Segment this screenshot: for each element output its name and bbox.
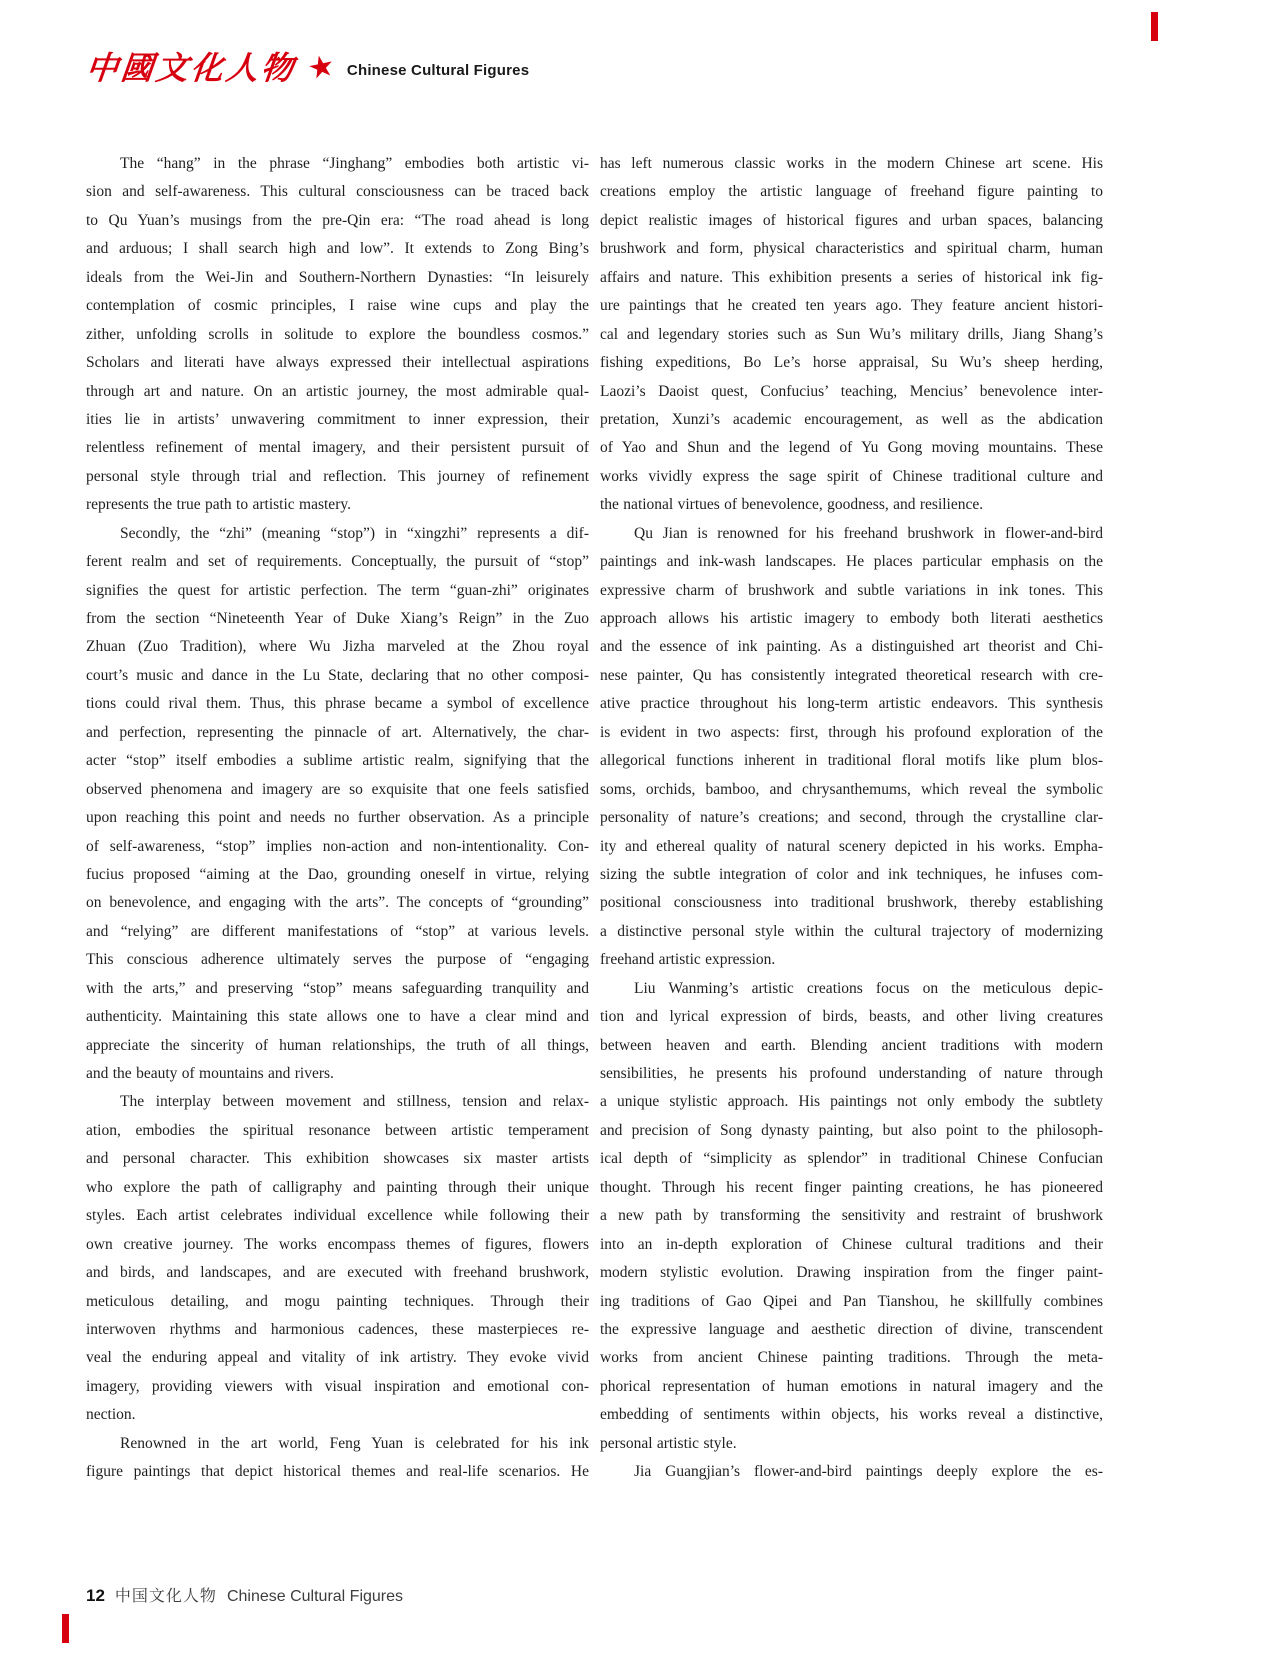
text-line: and precision of Song dynasty painting, but also point to the philosoph- [600,1121,1103,1139]
text-line: sion and self-awareness. This cultural consciousness can be traced back [86,183,589,201]
text-line: nese painter, Qu has consistently integrated theoretical research with cre- [600,666,1103,684]
text-line: sizing the subtle integration of color and ink techniques, he infuses com- [600,865,1103,883]
logo-english-title: Chinese Cultural Figures [346,61,530,79]
text-line: and birds, and landscapes, and are executed with freehand brushwork, [86,1264,589,1282]
paragraph [600,150,1103,520]
text-line: creations employ the artistic language of freehand figure painting to [600,183,1103,201]
text-line: ative practice throughout his long-term artistic endeavors. This synthesis [600,695,1103,713]
text-line: and arduous; I shall search high and low”. It extends to Zong Bing’s [86,240,589,258]
text-line: signifies the quest for artistic perfection. The term “guan-zhi” originates [86,581,589,599]
text-line: ing traditions of Gao Qipei and Pan Tianshou, he skillfully combines [600,1292,1103,1310]
text-line: into an in-depth exploration of Chinese cultural traditions and their [600,1235,1103,1253]
text-line: ferent realm and set of requirements. Conceptually, the pursuit of “stop” [86,553,589,571]
text-line: and perfection, representing the pinnacle of art. Alternatively, the char- [86,723,589,741]
text-line: on benevolence, and engaging with the arts”. The concepts of “grounding” [86,894,589,912]
paragraph [86,520,589,1089]
text-line: fucius proposed “aiming at the Dao, grounding oneself in virtue, relying [86,865,589,883]
paragraph [600,1458,1103,1486]
text-line: ical depth of “simplicity as splendor” in traditional Chinese Confucian [600,1150,1103,1168]
text-line: sensibilities, he presents his profound understanding of nature through [600,1065,1103,1082]
text-line: works from ancient Chinese painting traditions. Through the meta- [600,1349,1103,1367]
text-line: figure paintings that depict historical themes and real-life scenarios. He [86,1463,589,1481]
text-line: cal and legendary stories such as Sun Wu’s military drills, Jiang Shang’s [600,325,1103,343]
text-line: imagery, providing viewers with visual inspiration and emotional con- [86,1377,589,1395]
red-corner-mark-bottom-left [62,1614,69,1643]
text-line: tion and lyrical expression of birds, beasts, and other living creatures [600,1008,1103,1026]
text-line: represents the true path to artistic mastery. [86,496,351,514]
text-line: appreciate the sincerity of human relationships, the truth of all things, [86,1036,589,1054]
text-line: ity and ethereal quality of natural scenery depicted in his works. Empha- [600,837,1103,855]
text-line: and the beauty of mountains and rivers. [86,1065,334,1082]
red-corner-mark-top-right [1151,12,1158,41]
article-body [86,150,1103,1487]
text-line: who explore the path of calligraphy and painting through their unique [86,1178,589,1196]
text-line: meticulous detailing, and mogu painting techniques. Through their [86,1292,589,1310]
text-line: brushwork and form, physical characteristics and spiritual charm, human [600,240,1103,258]
text-line: authenticity. Maintaining this state allows one to have a clear mind and [86,1008,589,1026]
text-line: works vividly express the sage spirit of Chinese traditional culture and [600,467,1103,485]
star-icon: ★ [304,48,338,87]
right-column [600,150,1103,1487]
text-line: court’s music and dance in the Lu State, declaring that no other composi- [86,666,589,684]
footer-journal-name-cn: 中国文化人物 [114,1588,217,1605]
text-line: Laozi’s Daoist quest, Confucius’ teaching, Mencius’ benevolence inter- [600,382,1103,400]
text-line: zither, unfolding scrolls in solitude to explore the boundless cosmos.” [86,325,589,343]
paragraph [600,975,1103,1458]
text-line: Liu Wanming’s artistic creations focus on the meticulous depic- [634,979,1103,997]
text-line: This conscious adherence ultimately serves the purpose of “engaging [86,951,589,969]
text-line: of Yao and Shun and the legend of Yu Gong moving mountains. These [600,439,1103,457]
text-line: has left numerous classic works in the modern Chinese art scene. His [600,155,1103,172]
text-line: between heaven and earth. Blending ancient traditions with modern [600,1036,1103,1054]
text-line: Secondly, the “zhi” (meaning “stop”) in “xingzhi” represents a dif- [120,524,589,542]
footer-journal-name-en: Chinese Cultural Figures [226,1588,404,1605]
text-line: Zhuan (Zuo Tradition), where Wu Jizha marveled at the Zhou royal [86,638,589,656]
text-line: the expressive language and aesthetic direction of divine, transcendent [600,1320,1103,1338]
left-column [86,150,589,1487]
paragraph [86,1088,589,1429]
text-line: pretation, Xunzi’s academic encouragement, as well as the abdication [600,410,1103,428]
text-line: expressive charm of brushwork and subtle variations in ink tones. This [600,581,1103,599]
text-line: from the section “Nineteenth Year of Duke Xiang’s Reign” in the Zuo [86,610,589,627]
text-line: personal style through trial and reflection. This journey of refinement [86,467,589,485]
text-line: ation, embodies the spiritual resonance between artistic temperament [86,1121,589,1139]
text-line: to Qu Yuan’s musings from the pre-Qin era: “The road ahead is long [86,211,589,229]
text-line: a distinctive personal style within the cultural trajectory of modernizing [600,922,1103,940]
text-line: The interplay between movement and stillness, tension and relax- [120,1093,589,1111]
text-line: with the arts,” and preserving “stop” means safeguarding tranquility and [86,979,589,997]
text-line: Qu Jian is renowned for his freehand brushwork in flower-and-bird [634,524,1103,542]
text-line: allegorical functions inherent in traditional floral motifs like plum blos- [600,752,1103,770]
text-line: the national virtues of benevolence, goodness, and resilience. [600,496,984,514]
text-line: soms, orchids, bamboo, and chrysanthemums, which reveal the symbolic [600,780,1103,798]
text-line: a unique stylistic approach. His paintings not only embody the subtlety [600,1093,1103,1111]
logo-chinese-calligraphy: 中國文化人物 [84,49,299,87]
text-line: ideals from the Wei-Jin and Southern-Northern Dynasties: “In leisurely [86,268,589,286]
text-line: personality of nature’s creations; and second, through the crystalline clar- [600,809,1103,827]
paragraph [86,1430,589,1487]
text-line: embedding of sentiments within objects, his works reveal a distinctive, [600,1406,1103,1424]
text-line: Renowned in the art world, Feng Yuan is celebrated for his ink [120,1434,589,1452]
text-line: Scholars and literati have always expressed their intellectual aspirations [86,354,589,372]
text-line: nection. [86,1406,136,1424]
text-line: positional consciousness into traditional brushwork, thereby establishing [600,894,1103,912]
text-line: thought. Through his recent finger painting creations, he has pioneered [600,1178,1103,1196]
text-line: approach allows his artistic imagery to embody both literati aesthetics [600,610,1103,627]
text-line: and “relying” are different manifestations of “stop” at various levels. [86,922,589,940]
text-line: The “hang” in the phrase “Jinghang” embodies both artistic vi- [120,155,589,172]
text-line: upon reaching this point and needs no further observation. As a principle [86,809,589,827]
text-line: acter “stop” itself embodies a sublime artistic realm, signifying that the [86,752,589,770]
paragraph [86,150,589,520]
footer [86,1583,403,1606]
text-line: a new path by transforming the sensitivity and restraint of brushwork [600,1207,1103,1225]
text-line: relentless refinement of mental imagery, and their persistent pursuit of [86,439,589,457]
text-line: of self-awareness, “stop” implies non-action and non-intentionality. Con- [86,837,589,855]
text-line: affairs and nature. This exhibition presents a series of historical ink fig- [600,268,1103,286]
text-line: modern stylistic evolution. Drawing inspiration from the finger paint- [600,1264,1103,1282]
text-line: and the essence of ink painting. As a distinguished art theorist and Chi- [600,638,1103,656]
text-line: interwoven rhythms and harmonious cadences, these masterpieces re- [86,1320,589,1338]
text-line: ities lie in artists’ unwavering commitment to inner expression, their [86,410,589,428]
text-line: veal the enduring appeal and vitality of ink artistry. They evoke vivid [86,1349,589,1367]
text-line: personal artistic style. [600,1434,737,1452]
text-line: freehand artistic expression. [600,951,776,969]
text-line: and personal character. This exhibition showcases six master artists [86,1150,589,1168]
page-number: 12 [86,1586,105,1605]
text-line: depict realistic images of historical figures and urban spaces, balancing [600,211,1103,229]
text-line: Jia Guangjian’s flower-and-bird paintings deeply explore the es- [634,1463,1103,1481]
text-line: phorical representation of human emotions in natural imagery and the [600,1377,1103,1395]
header-logo [86,50,529,86]
text-line: observed phenomena and imagery are so exquisite that one feels satisfied [86,780,589,798]
text-line: is evident in two aspects: first, through his profound exploration of the [600,723,1103,741]
text-line: own creative journey. The works encompass themes of figures, flowers [86,1235,589,1253]
text-line: ure paintings that he created ten years ago. They feature ancient histori- [600,297,1103,315]
text-line: fishing expeditions, Bo Le’s horse appraisal, Su Wu’s sheep herding, [600,354,1103,372]
text-line: paintings and ink-wash landscapes. He places particular emphasis on the [600,553,1103,571]
paragraph [600,520,1103,975]
text-line: through art and nature. On an artistic journey, the most admirable qual- [86,382,589,400]
text-line: contemplation of cosmic principles, I raise wine cups and play the [86,297,589,315]
text-line: tions could rival them. Thus, this phrase became a symbol of excellence [86,695,589,713]
text-line: styles. Each artist celebrates individual excellence while following their [86,1207,589,1225]
